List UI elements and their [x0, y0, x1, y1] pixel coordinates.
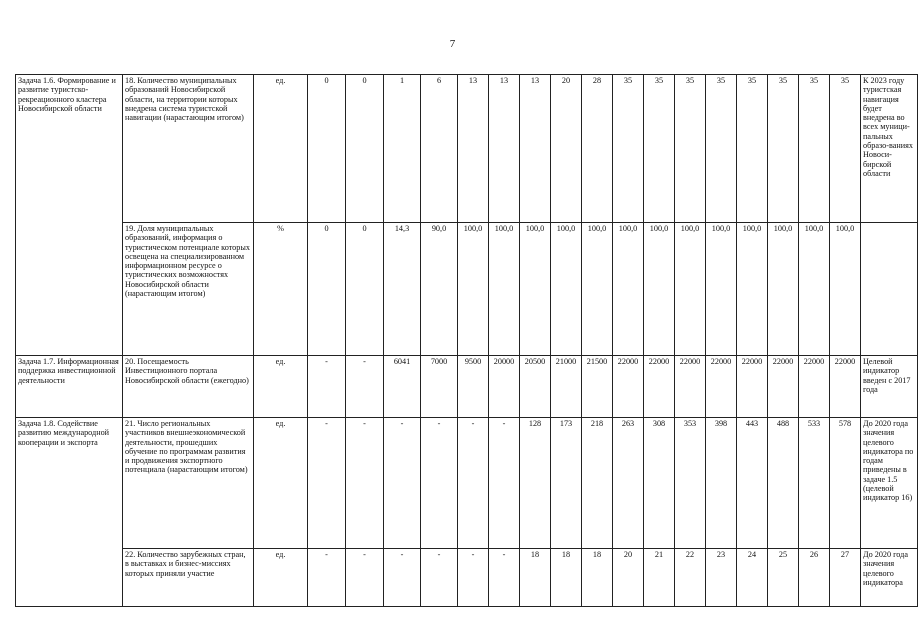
value-cell: 6 — [421, 75, 458, 223]
value-cell: - — [384, 418, 421, 549]
value-cell: 533 — [799, 418, 830, 549]
unit-cell: % — [254, 223, 308, 356]
value-cell: - — [489, 549, 520, 607]
value-cell: - — [421, 549, 458, 607]
value-cell: 90,0 — [421, 223, 458, 356]
value-cell: 308 — [644, 418, 675, 549]
value-cell: 35 — [706, 75, 737, 223]
value-cell: 100,0 — [458, 223, 489, 356]
value-cell: 128 — [520, 418, 551, 549]
value-cell: 22000 — [737, 356, 768, 418]
value-cell: 100,0 — [613, 223, 644, 356]
table-row — [16, 418, 918, 549]
value-cell: 35 — [675, 75, 706, 223]
value-cell: 28 — [582, 75, 613, 223]
page-number: 7 — [449, 38, 456, 50]
note-cell: Целевой индикатор введен с 2017 года — [861, 356, 918, 418]
value-cell: 100,0 — [644, 223, 675, 356]
note-cell: До 2020 года значения целевого индикатора по годам приведены в задаче 1.5 (целевой индикатор 16) — [861, 418, 918, 549]
value-cell: 9500 — [458, 356, 489, 418]
value-cell: 22000 — [675, 356, 706, 418]
value-cell: 21500 — [582, 356, 613, 418]
value-cell: 35 — [768, 75, 799, 223]
value-cell: 35 — [644, 75, 675, 223]
value-cell: - — [308, 549, 346, 607]
value-cell: 13 — [489, 75, 520, 223]
value-cell: 443 — [737, 418, 768, 549]
value-cell: 18 — [582, 549, 613, 607]
value-cell: 35 — [799, 75, 830, 223]
value-cell: 398 — [706, 418, 737, 549]
value-cell: 100,0 — [799, 223, 830, 356]
value-cell: 100,0 — [830, 223, 861, 356]
note-cell: До 2020 года значения целевого индикатора — [861, 549, 918, 607]
value-cell: 24 — [737, 549, 768, 607]
indicator-cell: 20. Посещаемость Инвестиционного портала Новосибирской области (ежегодно) — [123, 356, 254, 418]
value-cell: - — [346, 356, 384, 418]
value-cell: 22000 — [768, 356, 799, 418]
task-cell: Задача 1.8. Содействие развитию международной кооперации и экспорта — [16, 418, 123, 607]
value-cell: 27 — [830, 549, 861, 607]
value-cell: 100,0 — [675, 223, 706, 356]
value-cell: - — [384, 549, 421, 607]
value-cell: - — [489, 418, 520, 549]
value-cell: - — [458, 549, 489, 607]
value-cell: 14,3 — [384, 223, 421, 356]
value-cell: - — [346, 418, 384, 549]
value-cell: 18 — [551, 549, 582, 607]
value-cell: 7000 — [421, 356, 458, 418]
value-cell: 0 — [346, 75, 384, 223]
table-row — [16, 549, 918, 607]
value-cell: 35 — [613, 75, 644, 223]
table-row — [16, 223, 918, 356]
task-cell: Задача 1.6. Формирование и развитие туристско-рекреационного кластера Новосибирской области — [16, 75, 123, 356]
value-cell: - — [421, 418, 458, 549]
value-cell: 21 — [644, 549, 675, 607]
value-cell: 578 — [830, 418, 861, 549]
value-cell: 35 — [737, 75, 768, 223]
value-cell: 26 — [799, 549, 830, 607]
value-cell: 0 — [308, 223, 346, 356]
table-row — [16, 356, 918, 418]
unit-cell: ед. — [254, 75, 308, 223]
unit-cell: ед. — [254, 418, 308, 549]
value-cell: 6041 — [384, 356, 421, 418]
value-cell: 173 — [551, 418, 582, 549]
value-cell: 22000 — [706, 356, 737, 418]
unit-cell: ед. — [254, 356, 308, 418]
value-cell: 22000 — [644, 356, 675, 418]
note-cell: К 2023 году туристская навигация будет внедрена во всех муници-пальных образо-ваниях Новоси-бирской области — [861, 75, 918, 223]
value-cell: 18 — [520, 549, 551, 607]
value-cell: 100,0 — [706, 223, 737, 356]
value-cell: 353 — [675, 418, 706, 549]
value-cell: 35 — [830, 75, 861, 223]
value-cell: 13 — [520, 75, 551, 223]
value-cell: 20 — [613, 549, 644, 607]
indicators-table — [15, 74, 918, 607]
value-cell: 100,0 — [489, 223, 520, 356]
value-cell: 100,0 — [768, 223, 799, 356]
indicator-cell: 19. Доля муниципальных образований, информация о туристическом потенциале которых освещена на специализированном информационном ресурсе о туристических возможностях Новосибирской области (нарастающим итогом) — [123, 223, 254, 356]
value-cell: 20 — [551, 75, 582, 223]
value-cell: 13 — [458, 75, 489, 223]
value-cell: 22 — [675, 549, 706, 607]
value-cell: 100,0 — [582, 223, 613, 356]
value-cell: - — [308, 418, 346, 549]
value-cell: 100,0 — [737, 223, 768, 356]
indicator-cell: 18. Количество муниципальных образований Новосибирской области, на территории которых внедрена система туристской навигации (нарастающим итогом) — [123, 75, 254, 223]
value-cell: - — [308, 356, 346, 418]
value-cell: 23 — [706, 549, 737, 607]
indicator-cell: 22. Количество зарубежных стран, в выставках и бизнес-миссиях которых приняли участие — [123, 549, 254, 607]
value-cell: 22000 — [830, 356, 861, 418]
value-cell: - — [346, 549, 384, 607]
value-cell: 22000 — [799, 356, 830, 418]
indicator-cell: 21. Число региональных участников внешнеэкономической деятельности, прошедших обучение по программам развития и продвижения экспортного потенциала (нарастающим итогом) — [123, 418, 254, 549]
value-cell: 21000 — [551, 356, 582, 418]
value-cell: 100,0 — [551, 223, 582, 356]
value-cell: 218 — [582, 418, 613, 549]
value-cell: 0 — [346, 223, 384, 356]
table-row — [16, 75, 918, 223]
value-cell: 20000 — [489, 356, 520, 418]
value-cell: - — [458, 418, 489, 549]
task-cell: Задача 1.7. Информационная поддержка инвестиционной деятельности — [16, 356, 123, 418]
value-cell: 263 — [613, 418, 644, 549]
value-cell: 22000 — [613, 356, 644, 418]
value-cell: 1 — [384, 75, 421, 223]
value-cell: 25 — [768, 549, 799, 607]
value-cell: 488 — [768, 418, 799, 549]
value-cell: 20500 — [520, 356, 551, 418]
note-cell — [861, 223, 918, 356]
value-cell: 100,0 — [520, 223, 551, 356]
value-cell: 0 — [308, 75, 346, 223]
unit-cell: ед. — [254, 549, 308, 607]
